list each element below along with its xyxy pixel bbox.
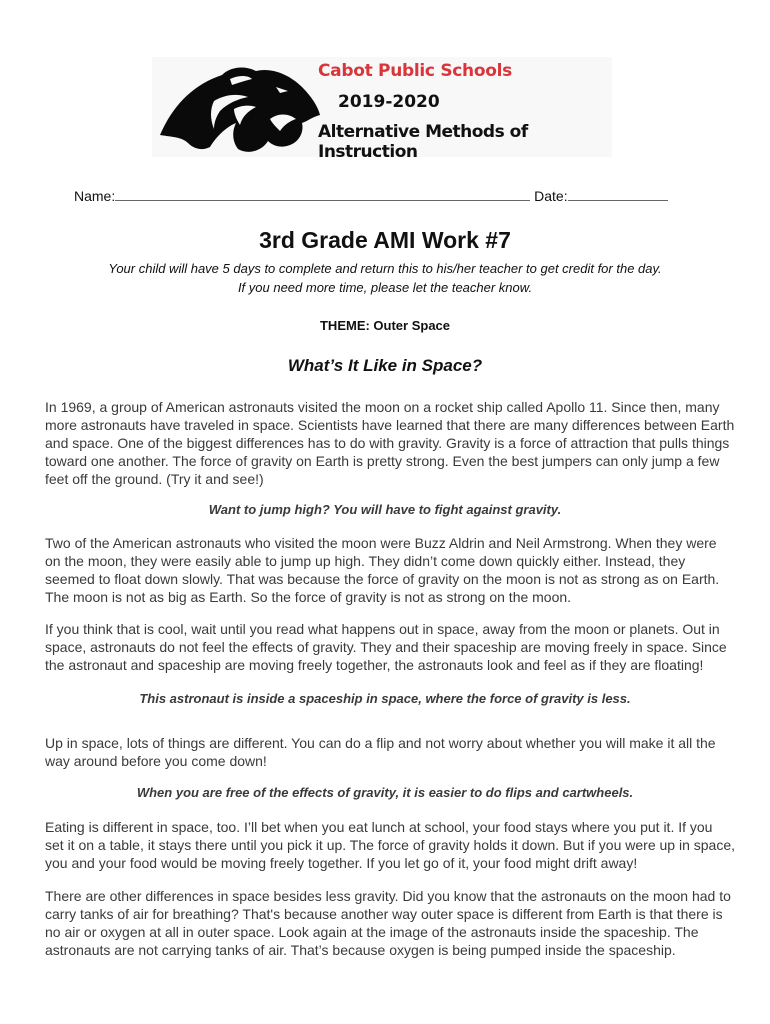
caption-1: Want to jump high? You will have to fight against gravity. [208, 502, 562, 517]
theme-label: THEME: Outer Space [319, 318, 451, 333]
paragraph-4: Up in space, lots of things are different. You can do a flip and not worry about whether you will make it all the way around before you come down! [45, 735, 716, 769]
name-date-row [74, 187, 668, 204]
instruction-line-2: If you need more time, please let the teacher know. [237, 280, 533, 295]
name-label: Name: [74, 188, 116, 204]
paragraph-2: Two of the American astronauts who visited the moon were Buzz Aldrin and Neil Armstrong. When they were on the moon, they were easily able to jump up high. They didn’t come down quickly either. Instead, they seemed to float down slowly. That was because the force of gravity on the moon is not as strong as on Earth. The moon is not as big as Earth. So the force of gravity is not as strong on the moon. [45, 535, 720, 605]
page-title: 3rd Grade AMI Work #7 [259, 227, 511, 253]
header-banner [152, 57, 612, 162]
school-year: 2019-2020 [338, 92, 440, 112]
paragraph-5: Eating is different in space, too. I’ll bet when you eat lunch at school, your food stays where you put it. If you set it on a table, it stays there until you pick it up. The force of gravity holds it down. But if you were up in space, you and your food would be moving freely together. If you let go of it, your food might drift away! [45, 819, 735, 871]
paragraph-3: If you think that is cool, wait until you read what happens out in space, away from the moon or planets. Out in space, astronauts do not feel the effects of gravity. They and their spaceship are moving freely in space. Since the astronaut and spaceship are moving freely together, the astronauts look and feel as if they are floating! [45, 621, 727, 673]
date-label: Date: [534, 188, 568, 204]
date-field[interactable] [568, 187, 668, 201]
panther-logo-icon [152, 57, 322, 157]
caption-2: This astronaut is inside a spaceship in space, where the force of gravity is less. [139, 691, 631, 706]
article-heading: What’s It Like in Space? [287, 356, 483, 375]
caption-3: When you are free of the effects of gravity, it is easier to do flips and cartwheels. [136, 785, 634, 800]
school-name: Cabot Public Schools [318, 61, 512, 81]
paragraph-1: In 1969, a group of American astronauts visited the moon on a rocket ship called Apollo 11. Since then, many more astronauts have traveled in space. Scientists have learned that there are many differences between Earth and space. One of the biggest differences has to do with gravity. Gravity is a force of attraction that pulls things toward one another. The force of gravity on Earth is pretty strong. Even the best jumpers can only jump a few feet off the ground. (Try it and see!) [45, 399, 735, 487]
name-field[interactable] [115, 187, 530, 201]
paragraph-6: There are other differences in space besides less gravity. Did you know that the astronauts on the moon had to carry tanks of air for breathing? That's because another way outer space is different from Earth is that there is no air or oxygen at all in outer space. Look again at the image of the astronauts inside the spaceship. The astronauts are not carrying tanks of air. That’s because oxygen is being pumped inside the spaceship. [45, 888, 731, 958]
program-name: Alternative Methods of Instruction [318, 122, 528, 162]
instruction-line-1: Your child will have 5 days to complete and return this to his/her teacher to get credit for the day. [108, 261, 662, 276]
